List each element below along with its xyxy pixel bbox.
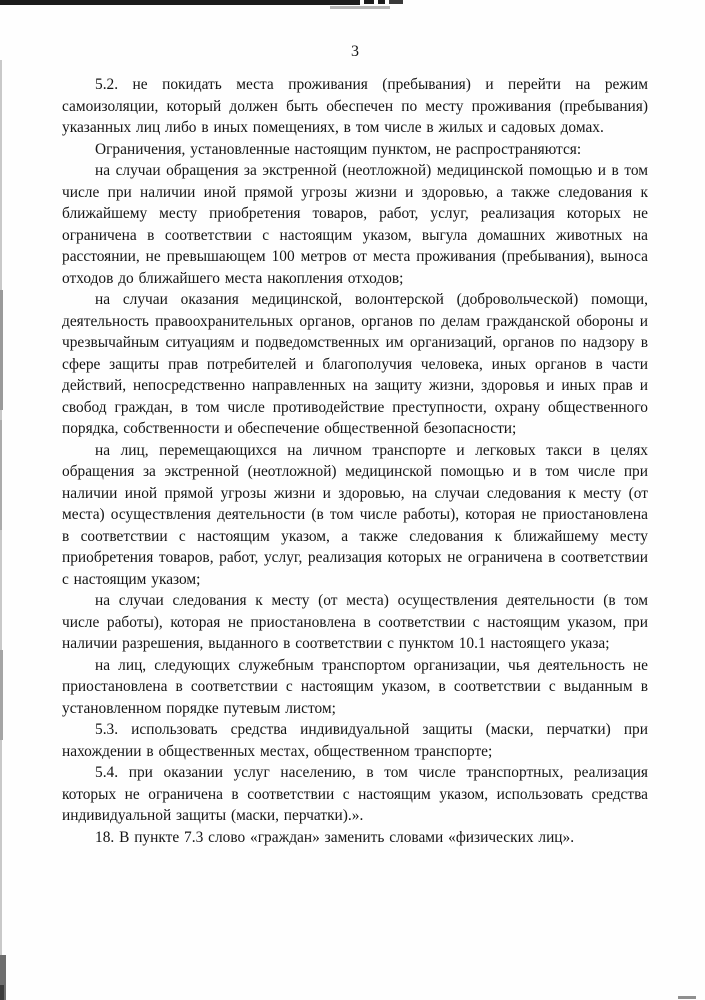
- document-body: [62, 74, 648, 848]
- amendment-item-18: 18. В пункте 7.3 слово «граждан» заменить словами «физических лиц».: [95, 828, 575, 846]
- scan-artifact-bottom-left: [0, 985, 4, 1000]
- restrictions-intro: Ограничения, установленные настоящим пунктом, не распространяются:: [95, 140, 582, 158]
- scan-artifact-top-smudge: [330, 6, 390, 9]
- clause-5-3: 5.3. использовать средства индивидуальной защиты (маски, перчатки) при нахождении в общественных местах, общественном транспорте;: [62, 721, 648, 760]
- document-content: [62, 42, 648, 848]
- exception-work-travel-permit: на случаи следования к месту (от места) осуществления деятельности (в том числе работы), которая не приостановлена в соответствии с настоящим указом, при наличии разрешения, выданного в соответствии с пунктом 10.1 настоящего указа;: [62, 592, 648, 652]
- scan-artifact-left-smudge: [0, 420, 2, 530]
- exception-emergency-medical: на случаи обращения за экстренной (неотложной) медицинской помощью и в том числе при наличии иной прямой угрозы жизни и здоровью, а также следования к ближайшему месту приобретения товаров, работ, услуг, реализация которых не ограничена в соответствии с настоящим указом, выгула домашних животных на расстоянии, не превышающем 100 метров от места проживания (пребывания), выноса отходов до ближайшего места накопления отходов;: [62, 162, 648, 287]
- scan-artifact-top-dash: [378, 0, 385, 4]
- clause-5-2: 5.2. не покидать места проживания (пребывания) и перейти на режим самоизоляции, который должен быть обеспечен по месту проживания (пребывания) указанных лиц либо в иных помещениях, в том числе в жилых и садовых домах.: [62, 76, 648, 136]
- scan-artifact-top-dash: [389, 0, 403, 4]
- exception-company-transport: на лиц, следующих служебным транспортом организации, чья деятельность не приостановлена в соответствии с настоящим указом, в соответствии с выданным в установленном порядке путевым листом;: [62, 656, 648, 717]
- clause-5-4: 5.4. при оказании услуг населению, в том числе транспортных, реализация которых не ограничена в соответствии с настоящим указом, использовать средства индивидуальной защиты (маски, перчатки).».: [62, 764, 648, 824]
- scan-artifact-left-smudge: [0, 650, 3, 740]
- scan-artifact-bottom-right: [678, 996, 696, 999]
- scan-artifact-top-dash: [364, 0, 374, 4]
- scan-artifact-left-smudge: [0, 290, 3, 410]
- page-number: 3: [351, 43, 359, 60]
- scan-artifact-top-bar: [0, 0, 360, 5]
- exception-personal-transport-taxi: на лиц, перемещающихся на личном транспорте и легковых такси в целях обращения за экстренной (неотложной) медицинской помощью и в том числе при наличии иной прямой угрозы жизни и здоровью, на случаи следования к месту (от места) осуществления деятельности (в том числе работы), которая не приостановлена в соответствии с настоящим указом, а также следования к ближайшему месту приобретения товаров, работ, услуг, реализация которых не ограничена в соответствии с настоящим указом;: [62, 441, 648, 588]
- exception-medical-volunteer-law-enforcement: на случаи оказания медицинской, волонтерской (добровольческой) помощи, деятельность правоохранительных органов, органов по делам гражданской обороны и чрезвычайным ситуациям и подведомственных им организаций, органов по надзору в сфере защиты прав потребителей и благополучия человека, иных органов в части действий, непосредственно направленных на защиту жизни, здоровья и иных прав и свобод граждан, в том числе противодействие преступности, охрану общественного порядка, собственности и обеспечение общественной безопасности;: [62, 291, 648, 437]
